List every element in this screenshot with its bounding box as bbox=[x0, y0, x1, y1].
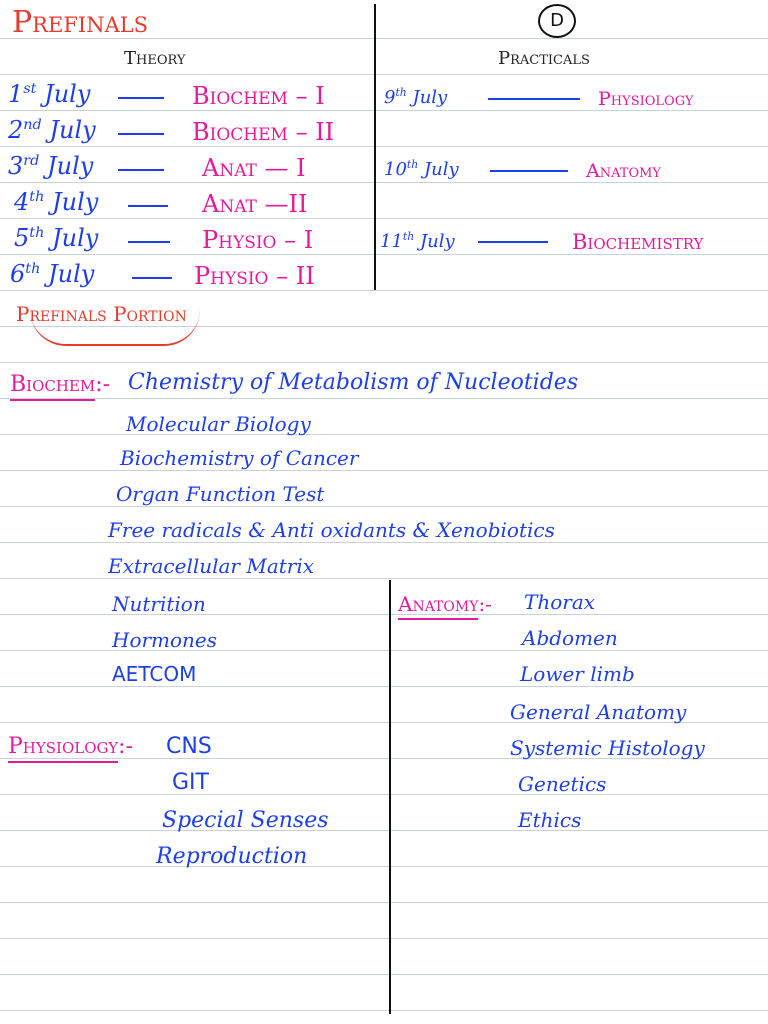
dash bbox=[132, 277, 172, 279]
dash bbox=[490, 170, 568, 172]
biochem-item: Biochemistry of Cancer bbox=[120, 446, 359, 470]
section-badge: D bbox=[538, 4, 576, 38]
page-title: Prefinals bbox=[12, 5, 149, 40]
biochem-item: Chemistry of Metabolism of Nucleotides bbox=[128, 370, 579, 395]
biochem-item: AETCOM bbox=[112, 662, 197, 686]
dash bbox=[118, 133, 164, 135]
practical-date: 11th July bbox=[380, 230, 455, 252]
biochem-item: Hormones bbox=[112, 628, 218, 652]
anatomy-item: Thorax bbox=[524, 590, 596, 614]
dash bbox=[118, 97, 164, 99]
theory-subject: Physio – I bbox=[202, 226, 314, 254]
practical-date: 9th July bbox=[384, 86, 448, 108]
anatomy-item: Lower limb bbox=[520, 662, 635, 686]
practical-subject: Anatomy bbox=[586, 160, 661, 182]
dash bbox=[488, 98, 580, 100]
dash bbox=[478, 241, 548, 243]
portion-title: Prefinals Portion bbox=[16, 302, 187, 326]
theory-date: 2nd July bbox=[8, 116, 96, 144]
theory-header: Theory bbox=[124, 48, 186, 69]
biochem-item: Extracellular Matrix bbox=[108, 554, 315, 578]
theory-subject: Physio – II bbox=[194, 262, 315, 290]
theory-date: 1st July bbox=[8, 80, 91, 108]
portion-divider bbox=[389, 580, 391, 1014]
biochem-item: Molecular Biology bbox=[126, 412, 311, 436]
physiology-item: Special Senses bbox=[162, 808, 329, 833]
theory-date: 6th July bbox=[10, 260, 95, 288]
anatomy-item: Genetics bbox=[518, 772, 607, 796]
physiology-item: Reproduction bbox=[156, 844, 308, 869]
theory-date: 4th July bbox=[14, 188, 99, 216]
biochem-item: Organ Function Test bbox=[116, 482, 325, 506]
practicals-header: Practicals bbox=[498, 48, 590, 69]
practical-subject: Biochemistry bbox=[572, 230, 704, 254]
practical-date: 10th July bbox=[384, 158, 459, 180]
biochem-item: Nutrition bbox=[112, 592, 206, 616]
anatomy-item: General Anatomy bbox=[510, 700, 687, 724]
schedule-divider bbox=[374, 4, 376, 290]
physiology-item: GIT bbox=[172, 770, 209, 795]
theory-date: 3rd July bbox=[8, 152, 94, 180]
physiology-item: CNS bbox=[166, 734, 212, 759]
anatomy-heading: Anatomy:- bbox=[398, 594, 492, 614]
theory-subject: Biochem – II bbox=[192, 118, 335, 146]
portion-underline bbox=[30, 310, 200, 346]
dash bbox=[128, 241, 170, 243]
anatomy-item: Abdomen bbox=[522, 626, 618, 650]
dash bbox=[128, 205, 168, 207]
practical-subject: Physiology bbox=[598, 88, 694, 110]
theory-subject: Anat — I bbox=[202, 154, 306, 182]
dash bbox=[118, 169, 164, 171]
biochem-item: Free radicals & Anti oxidants & Xenobiotics bbox=[108, 518, 555, 542]
anatomy-item: Systemic Histology bbox=[510, 736, 705, 760]
physiology-heading: Physiology:- bbox=[8, 736, 133, 758]
anatomy-item: Ethics bbox=[518, 808, 582, 832]
biochem-heading: Biochem:- bbox=[10, 374, 110, 396]
theory-subject: Anat —II bbox=[202, 190, 308, 218]
theory-subject: Biochem – I bbox=[192, 82, 325, 110]
theory-date: 5th July bbox=[14, 224, 99, 252]
